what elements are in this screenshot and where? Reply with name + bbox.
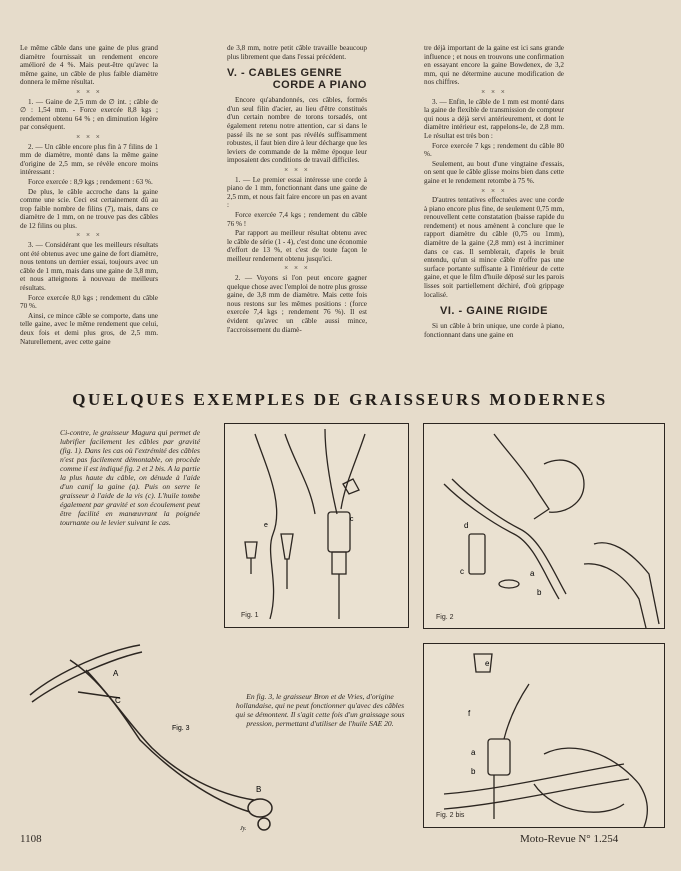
figure-2bis-label: Fig. 2 bis [436, 812, 465, 819]
paragraph: 3. — Considérant que les meilleurs résultats ont été obtenus avec une gaine de fort diamètre, nous tentons un dernier essai, toujours avec un câble de 1 mm, mais dans une gaine de 3,8 mm, et nous atteignons à nouveau de meilleurs résultats. [20, 241, 158, 293]
paragraph: Le même câble dans une gaine de plus grand diamètre fournissait un rendement encore amélioré de 4 %. Mais peut-être qu'avec la même gaine, un câble de plus faible diamètre donnera le même résultat. [20, 44, 158, 87]
fig2-drawing [424, 424, 664, 628]
figure-1-label: Fig. 1 [241, 612, 259, 619]
separator: × × × [76, 132, 102, 141]
fig-label: a [471, 748, 476, 757]
paragraph: 1. — Gaine de 2,5 mm de ∅ int. ; câble de ∅ : 1,54 mm. - Force exercée 8,8 kgs ; rendement obtenu 64 % ; en diminution légère par conséquent. [20, 97, 158, 132]
fig2bis-drawing [424, 644, 664, 827]
paragraph: de 3,8 mm, notre petit câble travaille beaucoup plus librement que dans l'essai précédent. [227, 44, 367, 61]
figure-1 [224, 423, 409, 628]
separator: × × × [481, 186, 507, 195]
magazine-issue: Moto-Revue N° 1.254 [520, 833, 619, 845]
paragraph: 3. — Enfin, le câble de 1 mm est monté dans la gaine de flexible de transmission de compteur qui nous a déjà servi antérieurement, et dont le diamètre intérieur est, rappelons-le, de 2,8 mm. Le résultat est très bon : [424, 97, 564, 140]
paragraph: Encore qu'abandonnés, ces câbles, formés d'un seul filin d'acier, au lieu d'être constitués d'un certain nombre de torons torsadés, ont également retenu notre attention, car si dans le passé ils ne se sont pas révélés suffisamment robustes, il faut bien dire à leur décharge que les leviers de commande de la même époque leur imposaient des conditions de travail difficiles. [227, 96, 367, 165]
figure-3-label: Fig. 3 [172, 725, 190, 732]
caption-bron-de-vries: En fig. 3, le graisseur Bron et de Vries, d'origine hollandaise, qui ne peut fonctionner qu'avec des câbles qui se démontent. Il s'agit cette fois d'un graissage sous pression, permettant d'utiliser de l'huile SAE 20. [235, 692, 405, 728]
figure-2-label: Fig. 2 [436, 614, 454, 621]
fig3-drawing [20, 640, 280, 835]
paragraph: 2. — Voyons si l'on peut encore gagner quelque chose avec l'emploi de notre plus grosse gaine, de 3,8 mm de diamètre. Mais cette fois nous restons sur les mêmes positions : (force exercée 7,4 kgs ; rendement 76 %). Il est évident qu'avec un câble aussi mince, l'accroissement du diamè- [227, 274, 368, 334]
fig-label: e [485, 659, 490, 668]
paragraph: Ainsi, ce mince câble se comporte, dans une telle gaine, avec le même rendement que celui, deux fois et demi plus gros, de 2,5 mm. Naturellement, avec cette gaine [20, 311, 158, 346]
separator: × × × [481, 87, 507, 96]
figure-2-bis [423, 643, 665, 828]
fig-label: e [264, 522, 268, 529]
text-column-1 [20, 44, 158, 347]
paragraph: tre déjà important de la gaine est ici sans grande influence ; et nous en trouvons une confirmation en essayant encore la gaine Bowdenex, de 3,2 mm, qui ne détermine aucune modification de nos chiffres. [424, 44, 564, 87]
paragraph: Seulement, au bout d'une vingtaine d'essais, on sent que le câble glisse moins bien dans cette gaine et le rendement retombe à 75 %. [424, 159, 564, 185]
paragraph: Force exercée 8,0 kgs ; rendement du câble 70 %. [20, 293, 158, 311]
text-column-2 [227, 44, 367, 335]
caption-magura: Ci-contre, le graisseur Magura qui permet de lubrifier facilement les câbles par gravité (fig. 1). Dans les cas où l'extrémité des câbles n'est pas facilement démontable, on procède comme il est indiqué fig. 2 et 2 bis. A la partie la plus haute du câble, on dénude à l'aide d'un canif la gaine (a). Puis on serre le graisseur à l'aide de la vis (c). L'huile tombe également par gravité et son écoulement peut être facilité en manœuvrant la poignée tournante ou le levier suivant le cas. [60, 428, 200, 527]
fig-label: c [460, 567, 464, 576]
fig-label: A [113, 669, 119, 678]
fig-label: b [471, 767, 476, 776]
fig-label: d [464, 521, 469, 530]
section-heading-vi: VI. - GAINE RIGIDE [439, 305, 548, 318]
section-heading-v [227, 67, 367, 91]
fig-label: b [537, 588, 542, 597]
heading-line: CORDE A PIANO [272, 79, 367, 92]
page-number: 1108 [20, 833, 42, 845]
fig-label: C [115, 696, 121, 705]
heading-line: V. - CABLES GENRE [227, 67, 343, 80]
paragraph: Par rapport au meilleur résultat obtenu avec le câble de série (1 - 4), c'est donc une économie d'effort de 13 %, et c'est de toute façon le meilleur rendement obtenu jusqu'ici. [227, 229, 367, 263]
fig-label: f [468, 709, 471, 718]
headline: QUELQUES EXEMPLES DE GRAISSEURS MODERNES [72, 390, 608, 409]
paragraph: D'autres tentatives effectuées avec une corde à piano encore plus fine, de seulement 0,75 mm, renouvellent cette constatation (baisse rapide du rendement) et nous amènent à conclure que le rapport diamètre du câble (0,75 ou 1mm), diamètre de la gaine (2,8 mm) est à incriminer dans ce cas. Il semblerait, d'après le bruit entendu, qu'un si mince câble n'offre pas une surface portante suffisante à l'intérieur de cette gaine, et que le film d'huile déposé sur les parois lisses soit partiellement déchiré, d'où grippage localisé. [424, 196, 564, 299]
illustrator-signature: Jy. [240, 826, 247, 832]
paragraph: De plus, le câble accroche dans la gaine comme une scie. Ceci est certainement dû au trop faible nombre de filins (7), mais, dans ce diamètre de 1 mm, on ne trouve pas des câbles de 12 filins ou plus. [20, 187, 158, 230]
paragraph: Force exercée 7 kgs ; rendement du câble 80 %. [424, 141, 564, 159]
fig-label: c [350, 516, 354, 523]
paragraph: Force exercée : 8,9 kgs ; rendement : 63 %. [28, 177, 153, 186]
figure-2 [423, 423, 665, 629]
fig-label: a [530, 569, 535, 578]
paragraph: 2. — Un câble encore plus fin à 7 filins de 1 mm de diamètre, monté dans la même gaine d'origine de 2,5 mm, se révèle encore moins intéressant : [20, 142, 158, 177]
separator: × × × [284, 165, 310, 174]
paragraph: Si un câble à brin unique, une corde à piano, fonctionnant dans une gaine en [424, 322, 564, 339]
separator: × × × [76, 231, 102, 240]
separator: × × × [76, 87, 102, 96]
text-column-3 [424, 44, 564, 340]
fig-label: B [256, 785, 262, 794]
paragraph: 1. — Le premier essai intéresse une corde à piano de 1 mm, fonctionnant dans une gaine de 2,5 mm, et nous fait faire encore un pas en avant : [227, 175, 367, 210]
separator: × × × [284, 264, 310, 273]
paragraph: Force exercée 7,4 kgs ; rendement du câble 76 % ! [227, 210, 367, 228]
fig1-drawing [225, 424, 408, 627]
